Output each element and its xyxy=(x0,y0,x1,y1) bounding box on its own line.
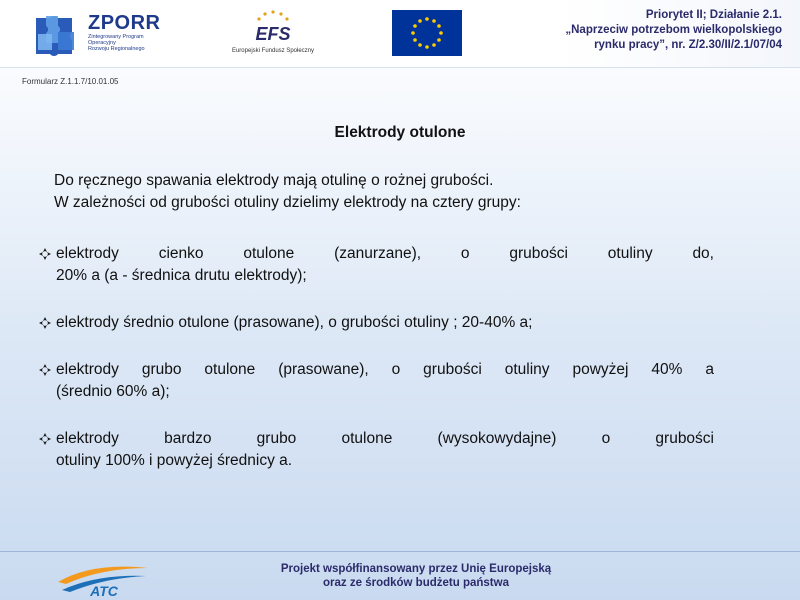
priority-line: rynku pracy”, nr. Z/2.30/II/2.1/07/04 xyxy=(594,39,782,51)
diamond-bullet-icon xyxy=(38,247,52,261)
bullet-list xyxy=(38,243,714,497)
bullet-item xyxy=(38,428,714,472)
diamond-bullet-icon xyxy=(38,363,52,377)
efs-caption: Europejski Fundusz Społeczny xyxy=(231,48,315,54)
zporr-logo xyxy=(32,10,162,58)
atc-logo-text: ATC xyxy=(90,583,118,598)
bullet-line: (średnio 60% a); xyxy=(56,383,170,400)
slide-header xyxy=(0,0,800,68)
footer-divider xyxy=(0,551,800,552)
bullet-item xyxy=(38,243,714,287)
puzzle-icon xyxy=(32,12,80,56)
footer-line: Projekt współfinansowany przez Unię Europejską xyxy=(280,563,552,575)
intro-line: Do ręcznego spawania elektrody mają otulinę o rożnej grubości. xyxy=(54,172,494,189)
priority-line: „Naprzeciw potrzebom wielkopolskiego xyxy=(565,24,782,36)
efs-mark-text: EFS xyxy=(255,24,291,44)
bullet-line: otuliny 100% i powyżej średnicy a. xyxy=(56,452,293,469)
atc-logo xyxy=(52,560,152,598)
eu-flag-icon xyxy=(392,10,462,56)
slide-title: Elektrody otulone xyxy=(334,124,466,141)
bullet-line: elektrody cienko otulone (zanurzane), o grubości otuliny do, xyxy=(56,245,714,262)
bullet-item xyxy=(38,359,714,403)
zporr-subtitle-line: Zintegrowany Program xyxy=(88,34,144,40)
zporr-title: ZPORR xyxy=(88,12,161,34)
slide-intro xyxy=(54,170,521,214)
efs-icon xyxy=(249,8,297,46)
bullet-line: 20% a (a - średnica drutu elektrody); xyxy=(56,267,307,284)
priority-line: Priorytet II; Działanie 2.1. xyxy=(645,9,782,21)
footer-line: oraz ze środków budżetu państwa xyxy=(323,577,509,589)
efs-logo xyxy=(225,8,321,60)
bullet-line: elektrody bardzo grubo otulone (wysokowydajne) o grubości xyxy=(56,430,714,447)
priority-info xyxy=(482,8,782,53)
zporr-subtitle xyxy=(88,34,158,52)
form-code: Formularz Z.1.1.7/10.01.05 xyxy=(22,77,119,86)
header-divider xyxy=(0,67,800,68)
cofinancing-note xyxy=(236,562,596,590)
diamond-bullet-icon xyxy=(38,316,52,330)
bullet-line: elektrody grubo otulone (prasowane), o grubości otuliny powyżej 40% a xyxy=(56,361,714,378)
slide-footer xyxy=(0,556,800,600)
diamond-bullet-icon xyxy=(38,432,52,446)
bullet-line: elektrody średnio otulone (prasowane), o grubości otuliny ; 20-40% a; xyxy=(56,314,533,331)
zporr-subtitle-line: Operacyjny xyxy=(88,40,116,46)
zporr-subtitle-line: Rozwoju Regionalnego xyxy=(88,46,145,52)
bullet-item xyxy=(38,312,714,334)
intro-line: W zależności od grubości otuliny dzielimy elektrody na cztery grupy: xyxy=(54,194,521,211)
